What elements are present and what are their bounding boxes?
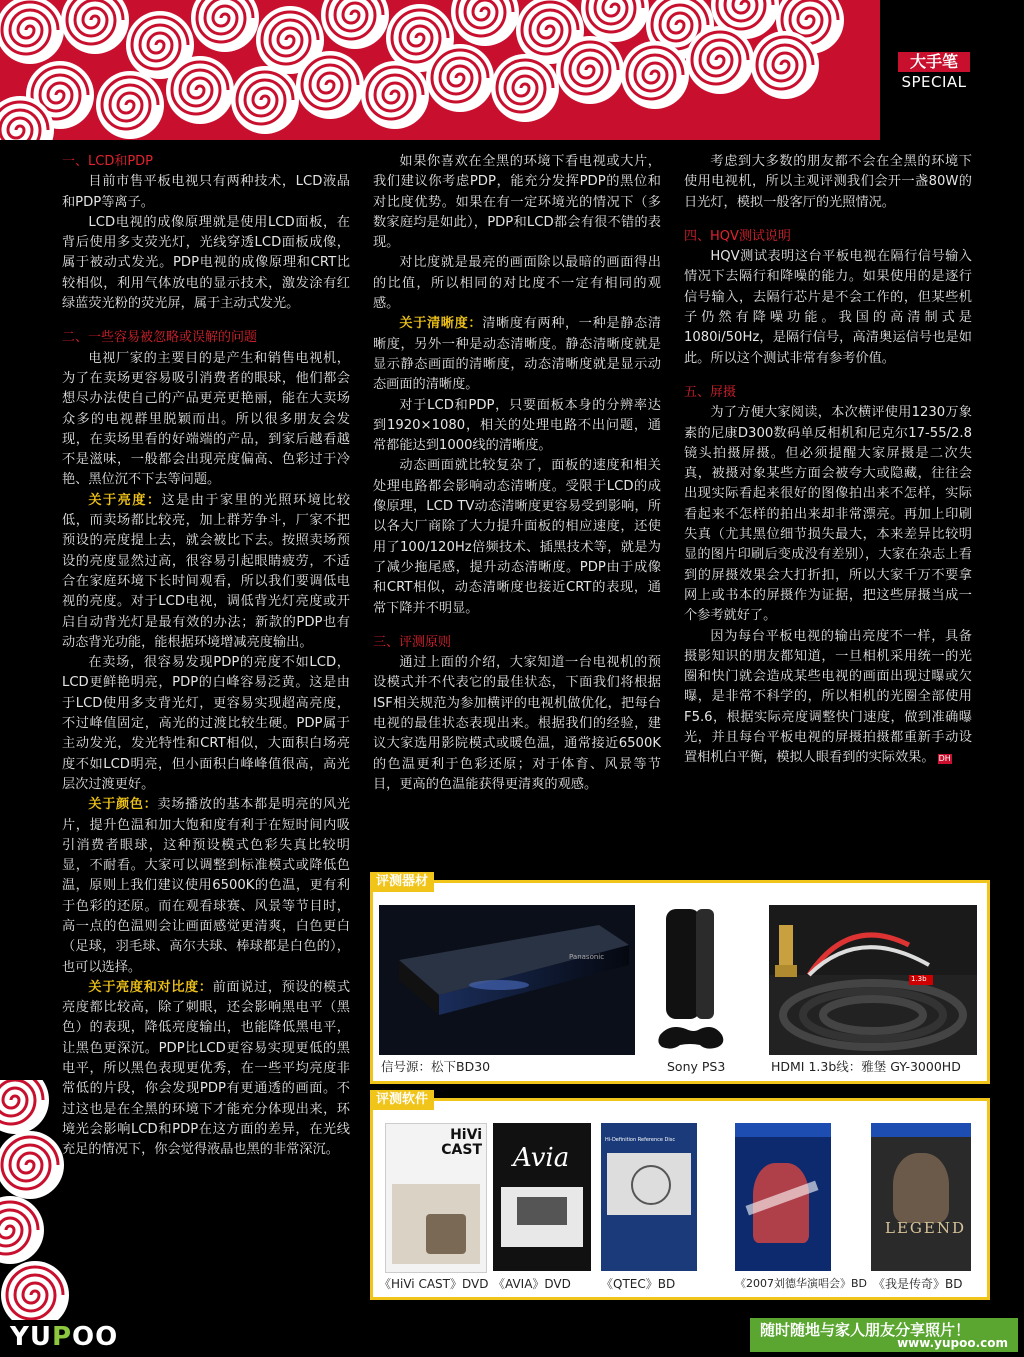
paragraph-color: 关于颜色：卖场播放的基本都是明亮的风光片，提升色温和加大饱和度有利于在短时间内吸引消费者眼球，这种预设模式色彩失真比较明显，不耐看。大家可以调整到标准模式或降低色温，原则上我们建议使用6500K的色温，更有利于色彩的还原。而在观看球赛、风景等节目时，高一点的色温则会让画面感觉更清爽，白色更白（足球，羽毛球、高尔夫球、棒球都是白色的），也可以选择。 [62, 797, 351, 975]
hdmi-version-badge: 1.3b [911, 975, 927, 983]
software-caption: 《HiVi CAST》DVD [379, 1277, 489, 1291]
paragraph: 通过上面的介绍，大家知道一台电视机的预设模式并不代表它的最佳状态，下面我们将根据ISF相关规范为参加横评的电视机做优化，把每台电视的最佳状态表现出来。根据我们的经验，建议大家选用影院模式或暖色温，通常接近6500K的色温更利于色彩还原；对于体育、风景等节目，更高的色温能获得更清爽的观感。 [373, 655, 661, 792]
text-column-3 [684, 152, 972, 769]
equipment-label: 评测器材 [370, 872, 434, 892]
keyword-brightness: 关于亮度： [88, 492, 162, 508]
qtec-cover [601, 1123, 697, 1271]
promo-banner[interactable] [750, 1318, 1018, 1352]
paragraph: 如果你喜欢在全黑的环境下看电视或大片，我们建议你考虑PDP，能充分发挥PDP的黑位和对比度优势。如果在有一定环境光的情况下（多数家庭均是如此），PDP和LCD都会有很不错的表现。 [373, 154, 661, 251]
badge-title: 大手笔 [898, 52, 970, 72]
heading-screenshots: 五、屏摄 [684, 384, 737, 400]
i-am-legend-cover [871, 1123, 971, 1271]
paragraph: 目前市售平板电视只有两种技术，LCD液晶和PDP等离子。 [62, 174, 350, 210]
software-label: 评测软件 [370, 1090, 434, 1110]
keyword-contrast: 关于亮度和对比度： [88, 979, 213, 995]
paragraph: 在卖场，很容易发现PDP的亮度不如LCD，LCD更鲜艳明亮，PDP的白峰容易泛黄。这是由于LCD使用多支背光灯，更容易实现超高亮度，不过峰值固定，高光的过渡比较生硬。PDP属于主动发光，发光特性和CRT相似，大面积白场亮度不如LCD明亮，但小面积白峰峰值很高，高光层次过渡更好。 [62, 655, 350, 792]
paragraph-contrast: 关于亮度和对比度：前面说过，预设的模式亮度都比较高，除了刺眼，还会影响黑电平（黑色）的表现，降低亮度输出，也能降低黑电平，让黑色更深沉。PDP比LCD更容易实现更低的黑电平，所以黑色表现更优秀，在一些平均亮度非常低的片段，你会发现PDP有更通透的画面。不过这也是在全黑的环境下才能充分体现出来，环境光会影响LCD和PDP在这方面的差异，在光线充足的情况下，你会觉得液晶也黑的非常深沉。 [62, 979, 351, 1158]
paragraph-brightness: 关于亮度：这是由于家里的光照环境比较低，而卖场都比较亮，加上群芳争斗，厂家不把预设的亮度提上去，就会被比下去。按照卖场预设的亮度显然过高，很容易引起眼睛疲劳，不适合在家庭环境下长时间观看，所以我们要调低电视的亮度。对于LCD电视，调低背光灯亮度或开启自动背光灯是最有效的办法；新款的PDP也有动态背光功能，能根据环境增减亮度输出。 [62, 492, 351, 650]
yupoo-logo: YUPOO [10, 1322, 119, 1352]
paragraph: 对比度就是最亮的画面除以最暗的画面得出的比值，所以相同的对比度不一定有相同的观感。 [373, 255, 661, 312]
cover-title: Avia [513, 1143, 570, 1173]
paragraph: HQV测试表明这台平板电视在隔行信号输入情况下去隔行和降噪的能力。如果使用的是逐行信号输入，去隔行芯片是不会工作的，但某些机子仍然有降噪功能。我国的高清制式是1080i/50Hz，是隔行信号，高清奥运信号也是如此。所以这个测试非常有参考价值。 [684, 249, 972, 366]
equipment-caption: HDMI 1.3b线：雅堡 GY-3000HD [771, 1059, 961, 1074]
heading-principles: 三、评测原则 [373, 634, 452, 650]
software-caption: 《QTEC》BD [601, 1277, 676, 1291]
swirl-pattern-header [0, 0, 880, 150]
end-mark: DH [938, 754, 951, 764]
software-caption: 《2007刘德华演唱会》BD [735, 1277, 868, 1290]
paragraph: 电视厂家的主要目的是产生和销售电视机，为了在卖场更容易吸引消费者的眼球，他们都会想尽办法使自己的产品更亮更艳丽，能在大卖场众多的电视群里脱颖而出。所以很多朋友会发现，在卖场里看的好端端的产品，到家后越看越不是滋味，一般都会出现亮度偏高、色彩过于冷艳、黑位沉不下去等问题。 [62, 350, 350, 488]
promo-slogan: 随时随地与家人朋友分享照片！ [760, 1321, 971, 1339]
paragraph: 对于LCD和PDP，只要面板本身的分辨率达到1920×1080，相关的处理电路不出问题，通常都能达到1000线的清晰度。 [373, 397, 661, 454]
heading-issues: 二、一些容易被忽略或误解的问题 [62, 330, 258, 346]
heading-lcd-pdp: 一、LCD和PDP [62, 154, 154, 169]
software-caption: 《AVIA》DVD [493, 1277, 571, 1291]
equipment-caption: Sony PS3 [667, 1059, 726, 1074]
ps3-image [658, 905, 728, 1055]
hdmi-cable-image [769, 905, 977, 1055]
paragraph: 因为每台平板电视的输出亮度不一样，具备摄影知识的朋友都知道，一旦相机采用统一的光圈和快门就会造成某些电视的画面出现过曝或欠曝，是非常不科学的，所以相机的光圈全部使用F5.6，根据实际亮度调整快门速度，做到准确曝光，并且每台平板电视的屏摄拍摄都重新手动设置相机白平衡，模拟人眼看到的实际效果。 DH [684, 628, 972, 766]
equipment-caption: 信号源：松下BD30 [381, 1059, 491, 1074]
paragraph: LCD电视的成像原理就是使用LCD面板，在背后使用多支荧光灯，光线穿透LCD面板成像，属于被动式发光。PDP电视的成像原理和CRT比较相似，利用气体放电的显示技术，激发涂有红绿蓝荧光粉的荧光屏，属于主动式发光。 [62, 214, 350, 312]
heading-hqv: 四、HQV测试说明 [684, 228, 791, 244]
hivi-cast-cover [385, 1123, 487, 1273]
device-brand-text: Panasonic [569, 953, 605, 961]
paragraph-sharpness: 关于清晰度：清晰度有两种，一种是静态清晰度，另外一种是动态清晰度。静态清晰度就是显示静态画面的清晰度，动态清晰度就是显示动态画面的清晰度。 [373, 316, 662, 393]
bd-player-image [379, 905, 635, 1055]
paragraph: 动态画面就比较复杂了，面板的速度和相关处理电路都会影响动态清晰度。受限于LCD的成像原理，LCD TV动态清晰度更容易受到影响，所以各大厂商除了大力提升面板的相应速度，还使用了100/120Hz倍频技术、插黑技术等，就是为了减少拖尾感，提升动态清晰度。PDP由于成像和CRT相似，动态清晰度也接近CRT的表现，通常下降并不明显。 [373, 458, 661, 616]
software-box [370, 1092, 990, 1300]
paragraph: 为了方便大家阅读，本次横评使用1230万象素的尼康D300数码单反相机和尼克尔17-55/2.8镜头拍摄屏摄。但必须提醒大家屏摄是二次失真，被摄对象某些方面会被夸大或隐藏，往往会出现实际看起来很好的图像拍出来不怎样，实际看起来不怎样的拍出来却非常漂亮。再加上印刷失真（尤其黑位细节损失最大，本来差异比较明显的图片印刷后变成没有差别），大家在杂志上看到的屏摄效果会大打折扣，所以大家千万不要拿网上或书本的屏摄作为证据，把这些屏摄当成一个参考就好了。 [684, 405, 972, 624]
section-badge [898, 52, 970, 92]
swirl-pattern-side [0, 1080, 70, 1320]
cover-title: LEGEND [885, 1219, 966, 1237]
text-column-1 [62, 152, 350, 1161]
avia-cover [493, 1123, 591, 1271]
cover-title: HiVi CAST [441, 1127, 482, 1158]
text-column-2 [373, 152, 661, 795]
equipment-box [370, 874, 990, 1084]
promo-url[interactable]: www.yupoo.com [897, 1336, 1008, 1350]
badge-subtitle: SPECIAL [901, 73, 967, 91]
andy-lau-concert-cover [735, 1123, 831, 1271]
keyword-color: 关于颜色： [88, 797, 158, 813]
software-caption: 《我是传奇》BD [873, 1277, 963, 1291]
cover-title: Hi-Definition Reference Disc [605, 1137, 676, 1143]
paragraph: 考虑到大多数的朋友都不会在全黑的环境下使用电视机，所以主观评测我们会开一盏80W的日光灯，模拟一般客厅的光照情况。 [684, 154, 972, 210]
keyword-sharpness: 关于清晰度： [399, 316, 483, 332]
